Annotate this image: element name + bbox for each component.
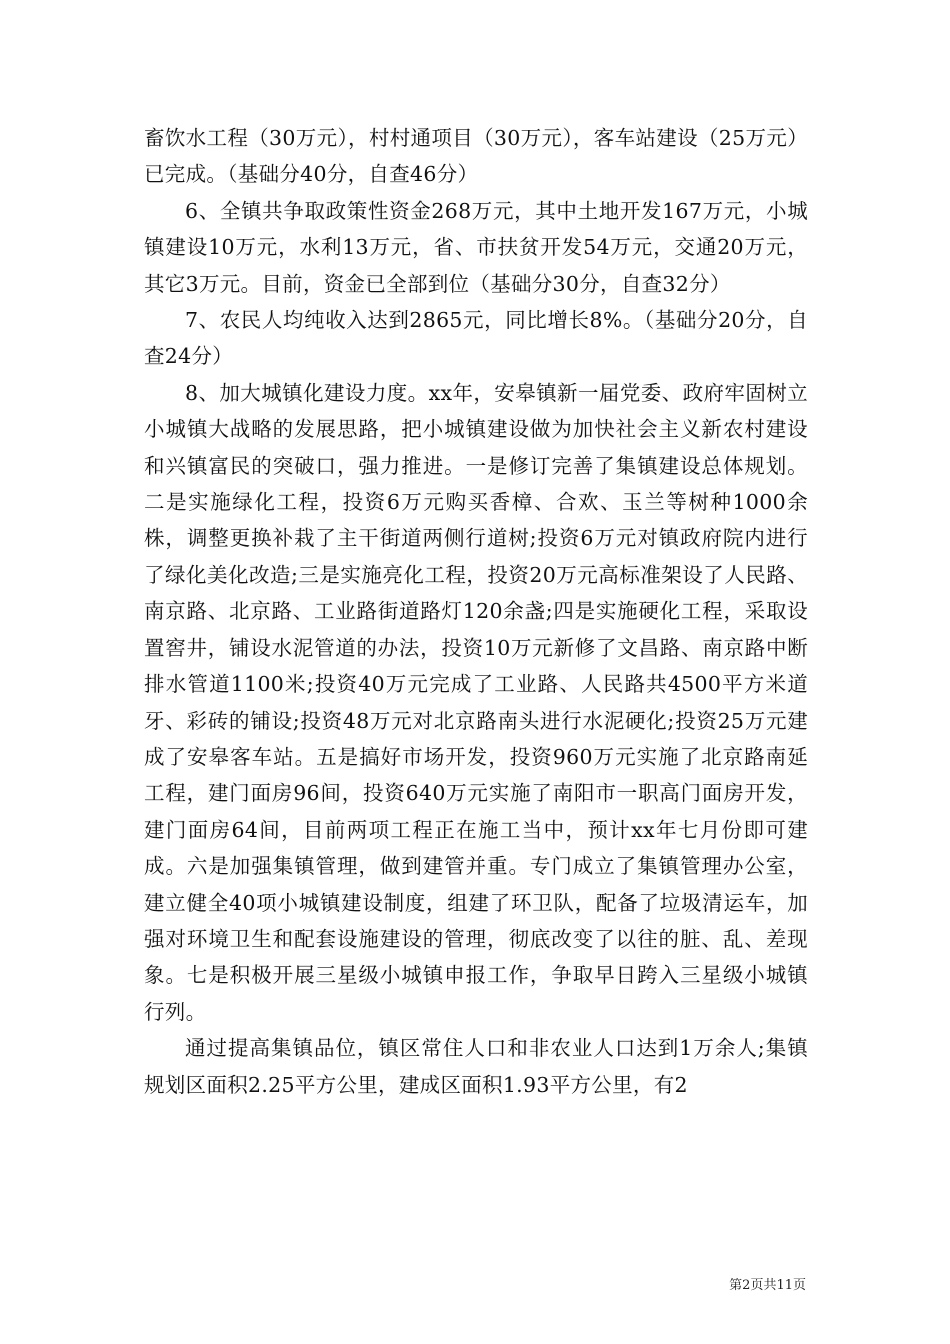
paragraph-item-8: 8、加大城镇化建设力度。xx年，安皋镇新一届党委、政府牢固树立小城镇大战略的发展思路，把小城镇建设做为加快社会主义新农村建设和兴镇富民的突破口，强力推进。一是修订完善了集镇建设总体规划。二是实施绿化工程，投资6万元购买香樟、合欢、玉兰等树种1000余株，调整更换补栽了主干街道两侧行道树;投资6万元对镇政府院内进行了绿化美化改造;三是实施亮化工程，投资20万元高标准架设了人民路、南京路、北京路、工业路街道路灯120余盏;四是实施硬化工程，采取设置窖井，铺设水泥管道的办法，投资10万元新修了文昌路、南京路中断排水管道1100米;投资40万元完成了工业路、人民路共4500平方米道牙、彩砖的铺设;投资48万元对北京路南头进行水泥硬化;投资25万元建成了安皋客车站。五是搞好市场开发，投资960万元实施了北京路南延工程，建门面房96间，投资640万元实施了南阳市一职高门面房开发，建门面房64间，目前两项工程正在施工当中，预计xx年七月份即可建成。六是加强集镇管理，做到建管并重。专门成立了集镇管理办公室，建立健全40项小城镇建设制度，组建了环卫队，配备了垃圾清运车，加强对环境卫生和配套设施建设的管理，彻底改变了以往的脏、乱、差现象。七是积极开展三星级小城镇申报工作，争取早日跨入三星级小城镇行列。	[144, 380, 808, 1024]
paragraph-item-6: 6、全镇共争取政策性资金268万元，其中土地开发167万元，小城镇建设10万元，水利13万元，省、市扶贫开发54万元，交通20万元，其它3万元。目前，资金已全部到位（基础分30分，自查32分）	[144, 198, 808, 296]
page-number: 第2页共11页	[729, 1278, 806, 1293]
paragraph-summary: 通过提高集镇品位，镇区常住人口和非农业人口达到1万余人;集镇规划区面积2.25平方公里，建成区面积1.93平方公里，有2	[144, 1036, 808, 1097]
paragraph-continuation: 畜饮水工程（30万元），村村通项目（30万元），客车站建设（25万元）已完成。（基础分40分，自查46分）	[144, 126, 808, 187]
body-text	[144, 120, 808, 1103]
paragraph-item-7: 7、农民人均纯收入达到2865元，同比增长8%。（基础分20分，自查24分）	[144, 308, 808, 369]
